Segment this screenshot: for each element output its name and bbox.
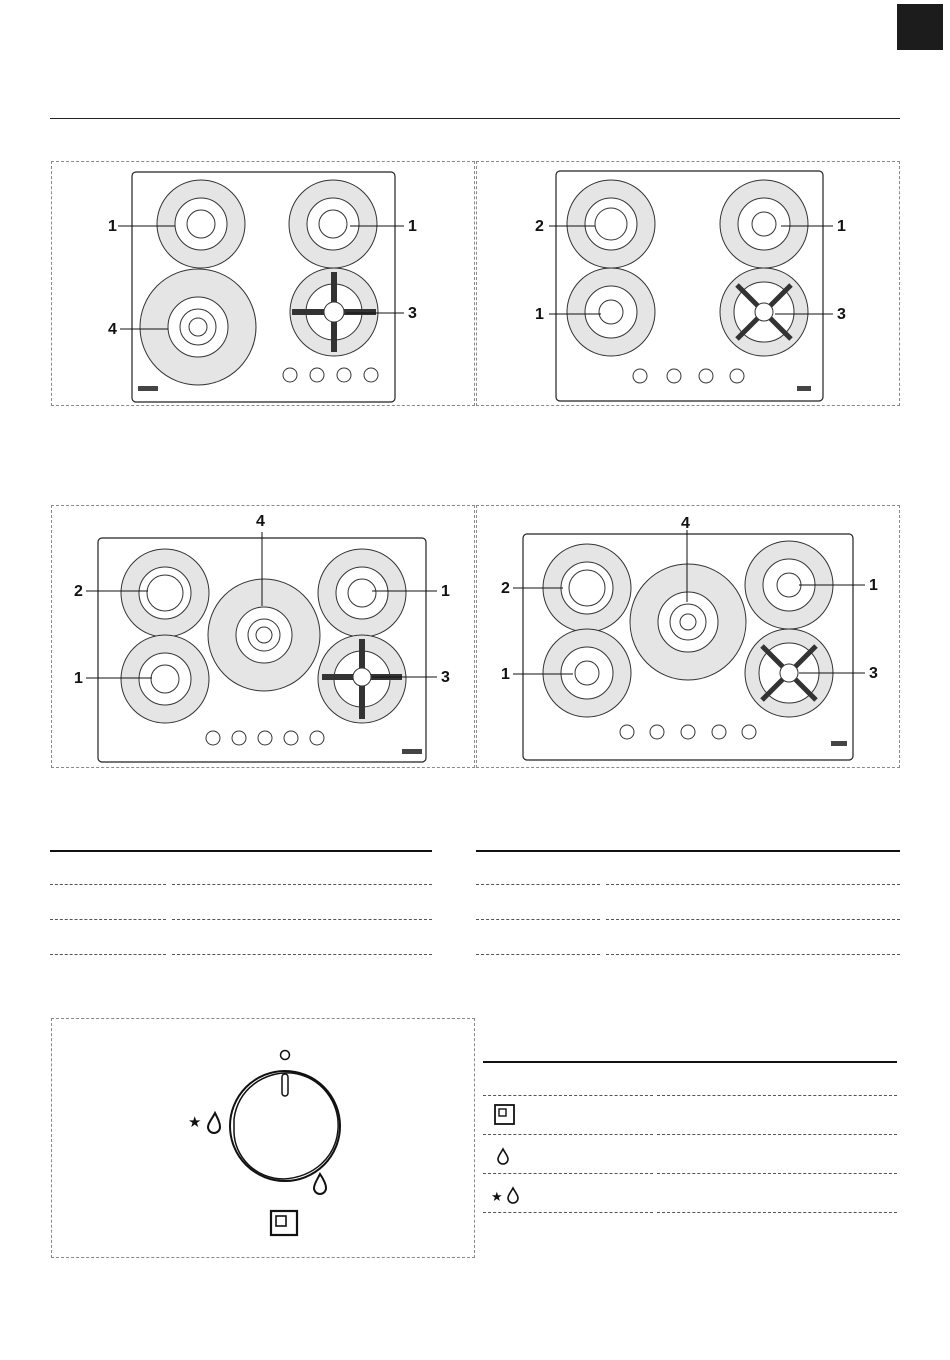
- table-row: [483, 1174, 897, 1213]
- off-circle-icon: [281, 1051, 290, 1060]
- callout-label: 4: [681, 515, 690, 532]
- burner-wok-icon: [630, 564, 746, 680]
- burner-table-right: [476, 850, 900, 960]
- svg-text:★: ★: [491, 1190, 503, 1204]
- burner-auxiliary-icon: [157, 180, 245, 268]
- burner-rapid-icon: [318, 635, 406, 723]
- hob-d-drawing: [477, 506, 901, 769]
- knob-indicator-notch: [282, 1074, 288, 1096]
- burner-auxiliary-icon: [318, 549, 406, 637]
- burner-square-icon: [493, 1103, 517, 1127]
- burner-auxiliary-icon: [121, 635, 209, 723]
- burner-table-left: [50, 850, 432, 960]
- hob-a-drawing: [52, 162, 476, 407]
- symbols-table: [483, 1061, 897, 1221]
- brand-badge: [402, 749, 422, 754]
- flame-small-icon: [495, 1147, 511, 1165]
- ignition-star-flame-icon: [188, 1113, 220, 1133]
- callout-label: 2: [74, 583, 83, 600]
- burner-semi-rapid-icon: [567, 180, 655, 268]
- callout-label: 3: [837, 306, 846, 323]
- table-row: [483, 1135, 897, 1174]
- figure-hob-5-burner-c: [51, 505, 475, 768]
- brand-badge: [138, 386, 158, 391]
- callout-label: 2: [535, 218, 544, 235]
- table-row: [50, 885, 432, 920]
- callout-label: 1: [108, 218, 117, 235]
- callout-label: 1: [501, 666, 510, 683]
- figure-hob-4-burner-a: [51, 161, 475, 406]
- callout-label: 1: [869, 577, 878, 594]
- burner-auxiliary-icon: [567, 268, 655, 356]
- table-row: [476, 920, 900, 955]
- callout-label: 4: [108, 321, 117, 338]
- hob-c-drawing: [52, 506, 476, 769]
- callout-label: 1: [837, 218, 846, 235]
- burner-semi-rapid-icon: [121, 549, 209, 637]
- callout-label: 1: [441, 583, 450, 600]
- brand-badge: [831, 741, 847, 746]
- callout-label: 3: [441, 669, 450, 686]
- table-row: [50, 850, 432, 885]
- svg-text:★: ★: [188, 1113, 202, 1131]
- table-row: [483, 1061, 897, 1096]
- flame-large-icon: [271, 1211, 297, 1235]
- star-flame-icon: [491, 1186, 523, 1204]
- callout-label: 2: [501, 580, 510, 597]
- burner-auxiliary-icon: [720, 180, 808, 268]
- control-knob-dial: [230, 1071, 340, 1181]
- table-row: [50, 920, 432, 955]
- knob-drawing: [52, 1019, 476, 1259]
- section-marker-tab: [897, 4, 943, 50]
- table-row: [476, 850, 900, 885]
- burner-wok-icon: [208, 579, 320, 691]
- hob-b-drawing: [477, 162, 901, 407]
- callout-label: 4: [256, 513, 265, 530]
- brand-badge: [797, 386, 811, 391]
- burner-auxiliary-icon: [289, 180, 377, 268]
- burner-auxiliary-icon: [543, 629, 631, 717]
- header-rule: [50, 118, 900, 119]
- burner-rapid-icon: [290, 268, 378, 356]
- burner-rapid-icon: [720, 268, 808, 356]
- table-row: [476, 885, 900, 920]
- control-knobs: [206, 731, 324, 745]
- figure-hob-5-burner-d: [476, 505, 900, 768]
- callout-label: 1: [74, 670, 83, 687]
- flame-small-icon: [314, 1174, 326, 1194]
- callout-label: 3: [869, 665, 878, 682]
- figure-hob-4-burner-b: [476, 161, 900, 406]
- table-row: [483, 1096, 897, 1135]
- figure-control-knob: [51, 1018, 475, 1258]
- burner-wok-icon: [140, 269, 256, 385]
- control-knobs: [283, 368, 378, 382]
- callout-label: 3: [408, 305, 417, 322]
- callout-label: 1: [535, 306, 544, 323]
- control-knobs: [620, 725, 756, 739]
- control-knobs: [633, 369, 744, 383]
- callout-label: 1: [408, 218, 417, 235]
